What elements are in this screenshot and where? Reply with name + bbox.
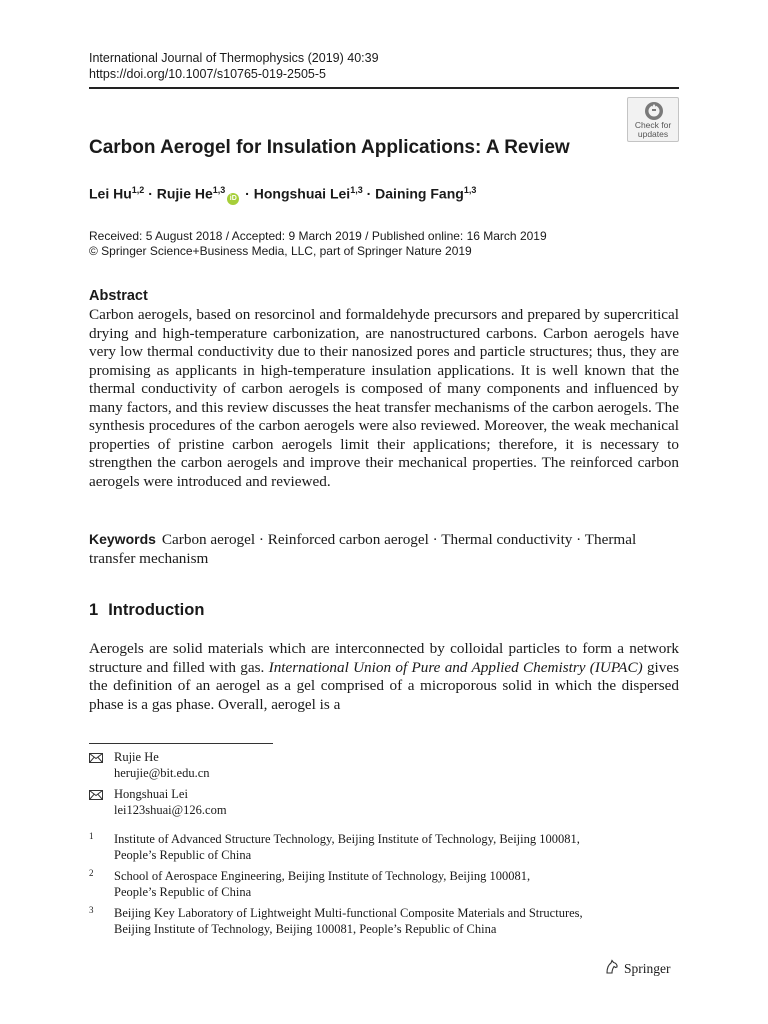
author-affil-sup: 1,3 xyxy=(463,185,477,195)
contact-entry xyxy=(89,750,210,781)
author-name: Hongshuai Lei xyxy=(253,185,351,202)
affiliation-line: Beijing Institute of Technology, Beijing 100081, People’s Republic of China xyxy=(114,922,497,936)
header-rule xyxy=(89,87,679,89)
check-for-updates-badge[interactable] xyxy=(627,97,679,142)
section-heading xyxy=(89,601,204,620)
contact-email[interactable]: lei123shuai@126.com xyxy=(114,802,227,817)
publisher-name: Springer xyxy=(624,961,671,976)
affiliation-number: 3 xyxy=(89,905,94,915)
affiliation-line: Institute of Advanced Structure Technology, Beijing Institute of Technology, Beijing 100081, xyxy=(114,832,580,846)
affiliation-line: People’s Republic of China xyxy=(114,885,252,899)
copyright-line: © Springer Science+Business Media, LLC, part of Springer Nature 2019 xyxy=(89,244,472,258)
author-affil-sup: 1,3 xyxy=(212,185,226,195)
journal-citation: International Journal of Thermophysics (2019) 40:39 xyxy=(89,51,379,65)
check-updates-line1: Check for xyxy=(634,120,672,130)
doi-link[interactable]: https://doi.org/10.1007/s10765-019-2505-5 xyxy=(89,67,326,81)
mail-icon xyxy=(89,790,103,800)
received-accepted-line: Received: 5 August 2018 / Accepted: 9 March 2019 / Published online: 16 March 2019 xyxy=(89,229,547,243)
footnote-rule xyxy=(89,743,273,744)
affiliation-line: Beijing Key Laboratory of Lightweight Multi-functional Composite Materials and Structures, xyxy=(114,906,583,920)
paper-title: Carbon Aerogel for Insulation Applications: A Review xyxy=(89,137,570,158)
author-affil-sup: 1,2 xyxy=(131,185,145,195)
author-affil-sup: 1,3 xyxy=(350,185,363,195)
intro-text-start: Aerogels are solid materials which are interconnected by colloidal particles to form a network structure and filled with gas. xyxy=(89,640,679,676)
check-updates-line2: updates xyxy=(637,129,669,139)
introduction-text xyxy=(89,640,679,714)
intro-text-end: gives the definition of an aerogel as a gel comprised of a microporous solid in which the dispersed phase is a gas phase. Overall, aerogel is a xyxy=(89,658,680,713)
abstract-heading: Abstract xyxy=(89,288,148,304)
keywords xyxy=(89,530,679,568)
author-name: Daining Fang xyxy=(375,185,464,202)
keywords-list: Carbon aerogel · Reinforced carbon aerogel · Thermal conductivity · Thermal transfer mechanism xyxy=(89,531,637,567)
affiliation-number: 1 xyxy=(89,831,94,841)
abstract-text: Carbon aerogels, based on resorcinol and formaldehyde precursors and prepared by supercritical drying and high-temperature carbonization, are nanostructured carbons. Carbon aerogels have very low thermal conductivity due to their nanosized pores and particle structures; thus, they are promising as applicants in high-temperature insulation applications. It is well known that the thermal conductivity of carbon aerogels is composed of many components and influenced by many factors, and this review discusses the heat transfer mechanisms of the carbon aerogels. The synthesis procedures of the carbon aerogels were also reviewed. Moreover, the weak mechanical properties of pristine carbon aerogels limit their applications; therefore, it is necessary to strengthen the carbon aerogels and improve their mechanical properties. The reinforced carbon aerogels were introduced and reviewed. xyxy=(89,306,679,490)
author-separator: · xyxy=(245,185,250,202)
check-updates-icon xyxy=(644,101,664,121)
author-list xyxy=(89,185,476,205)
affiliation-number: 2 xyxy=(89,868,94,878)
springer-horse-icon xyxy=(604,959,620,975)
contact-name: Rujie He xyxy=(114,750,159,764)
author-separator: · xyxy=(148,185,153,202)
author-separator: · xyxy=(366,185,372,202)
intro-italic-term: International Union of Pure and Applied Chemistry (IUPAC) xyxy=(268,658,643,676)
affiliation-entry xyxy=(89,831,679,863)
orcid-icon[interactable]: iD xyxy=(227,193,239,205)
contact-name: Hongshuai Lei xyxy=(114,787,188,801)
affiliation-entry xyxy=(89,868,679,900)
author-name: Lei Hu xyxy=(89,185,132,202)
publisher-logo xyxy=(604,959,671,977)
author-name: Rujie He xyxy=(156,185,213,202)
affiliation-line: People’s Republic of China xyxy=(114,848,252,862)
section-title: Introduction xyxy=(108,601,205,619)
journal-header xyxy=(89,50,379,82)
keywords-label: Keywords xyxy=(89,531,156,547)
publication-dates xyxy=(89,229,547,259)
contact-entry xyxy=(89,787,227,818)
affiliation-line: School of Aerospace Engineering, Beijing Institute of Technology, Beijing 100081, xyxy=(114,869,531,883)
contact-email[interactable]: herujie@bit.edu.cn xyxy=(114,765,210,780)
affiliation-entry xyxy=(89,905,679,937)
mail-icon xyxy=(89,753,103,763)
section-number: 1 xyxy=(89,601,99,619)
